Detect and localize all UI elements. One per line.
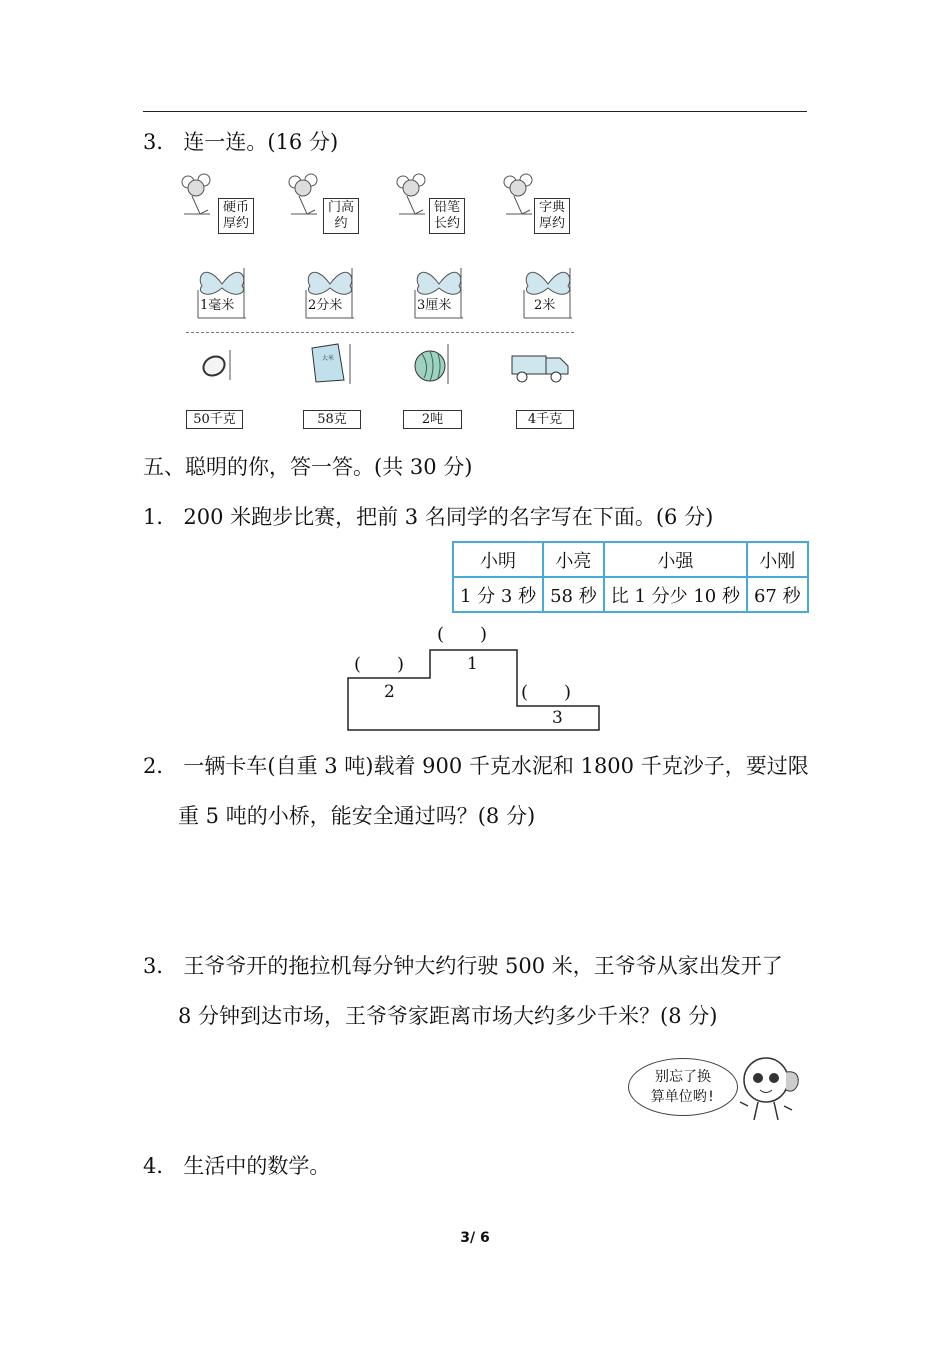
weight-label-3: 2吨: [403, 410, 462, 429]
third-place-blank[interactable]: ( ): [521, 682, 572, 703]
question-4: [143, 1150, 330, 1180]
sign-line2: 厚约: [222, 216, 249, 231]
podium-second-number: 2: [384, 682, 395, 702]
section-5-title: 五、聪明的你，答一答。(共 30 分): [143, 455, 473, 479]
measure-label: 2米: [534, 298, 556, 313]
time-cell: 67 秒: [747, 577, 808, 612]
question-text: 一辆卡车(自重 3 吨)载着 900 千克水泥和 1800 千克沙子，要过限: [183, 754, 809, 778]
race-times-row: [453, 577, 808, 612]
question-text: 王爷爷开的拖拉机每分钟大约行驶 500 米，王爷爷从家出发开了: [183, 954, 783, 978]
weight-label-2: 58克: [303, 410, 361, 429]
egg-icon: [198, 346, 234, 382]
truck-icon: [510, 346, 572, 386]
sign-door-height: [323, 198, 359, 234]
watermelon-icon: [412, 340, 452, 386]
question-2-line2: 重 5 吨的小桥，能安全通过吗？(8 分): [178, 804, 536, 828]
rice-bag-icon: [304, 340, 354, 386]
measure-label: 1毫米: [200, 298, 235, 313]
question-text: 连一连。(16 分): [183, 130, 339, 154]
sign-pencil-length: [429, 198, 465, 234]
page-number: 3/ 6: [460, 1230, 490, 1246]
weight-label-4: 4千克: [516, 410, 574, 429]
measure-label: 3厘米: [417, 298, 452, 313]
question-number: 2．: [143, 754, 178, 778]
butterfly-card-1: [196, 262, 248, 324]
cartoon-character-icon: [738, 1050, 806, 1126]
sign-dictionary-thickness: [534, 198, 570, 234]
time-cell: 58 秒: [543, 577, 604, 612]
mouse-sign-door: [287, 172, 354, 231]
rice-bag-text: 大米: [322, 355, 335, 362]
butterfly-card-3: [413, 262, 465, 324]
butterfly-card-4: [522, 262, 574, 324]
time-cell: 1 分 3 秒: [453, 577, 543, 612]
mouse-sign-dictionary: [502, 172, 565, 231]
question-number: 1．: [143, 505, 178, 529]
podium-third-number: 3: [552, 708, 563, 728]
podium-first-number: 1: [467, 654, 478, 674]
time-cell: 比 1 分少 10 秒: [604, 577, 747, 612]
sign-line1: 硬币: [222, 200, 249, 215]
sign-line2: 约: [334, 216, 348, 231]
sign-line1: 铅笔: [433, 200, 460, 215]
question-3-line1: [143, 950, 783, 980]
question-text: 200 米跑步比赛，把前 3 名同学的名字写在下面。(6 分): [183, 505, 714, 529]
mouse-sign-pencil: [395, 172, 460, 231]
race-table: [452, 541, 809, 613]
name-cell: 小刚: [747, 542, 808, 577]
butterfly-card-2: [304, 262, 356, 324]
top-rule: [143, 111, 807, 112]
tip-line1: 别忘了换: [655, 1069, 711, 1085]
question-3-line2: 8 分钟到达市场，王爷爷家距离市场大约多少千米？(8 分): [178, 1004, 718, 1028]
tip-line2: 算单位哟!: [650, 1089, 716, 1105]
name-cell: 小强: [604, 542, 747, 577]
name-cell: 小明: [453, 542, 543, 577]
sign-line1: 字典: [538, 200, 565, 215]
question-number: 3．: [143, 130, 178, 154]
question-text: 生活中的数学。: [183, 1154, 331, 1178]
question-number: 4．: [143, 1154, 178, 1178]
tip-speech-bubble: [628, 1058, 738, 1116]
sign-line2: 厚约: [538, 216, 565, 231]
weight-label-1: 50千克: [186, 410, 243, 429]
second-place-blank[interactable]: ( ): [354, 654, 405, 675]
name-cell: 小亮: [543, 542, 604, 577]
question-1: [143, 501, 713, 531]
measure-label: 2分米: [308, 298, 343, 313]
sign-line1: 门高: [327, 200, 354, 215]
mouse-sign-coin: [180, 172, 249, 231]
question-3-connect: [143, 126, 338, 156]
sign-line2: 长约: [433, 216, 460, 231]
question-number: 3．: [143, 954, 178, 978]
question-2-line1: [143, 750, 809, 780]
first-place-blank[interactable]: ( ): [437, 624, 488, 645]
sign-coin-thickness: [218, 198, 254, 234]
race-names-row: [453, 542, 808, 577]
dashed-divider: [186, 332, 574, 333]
